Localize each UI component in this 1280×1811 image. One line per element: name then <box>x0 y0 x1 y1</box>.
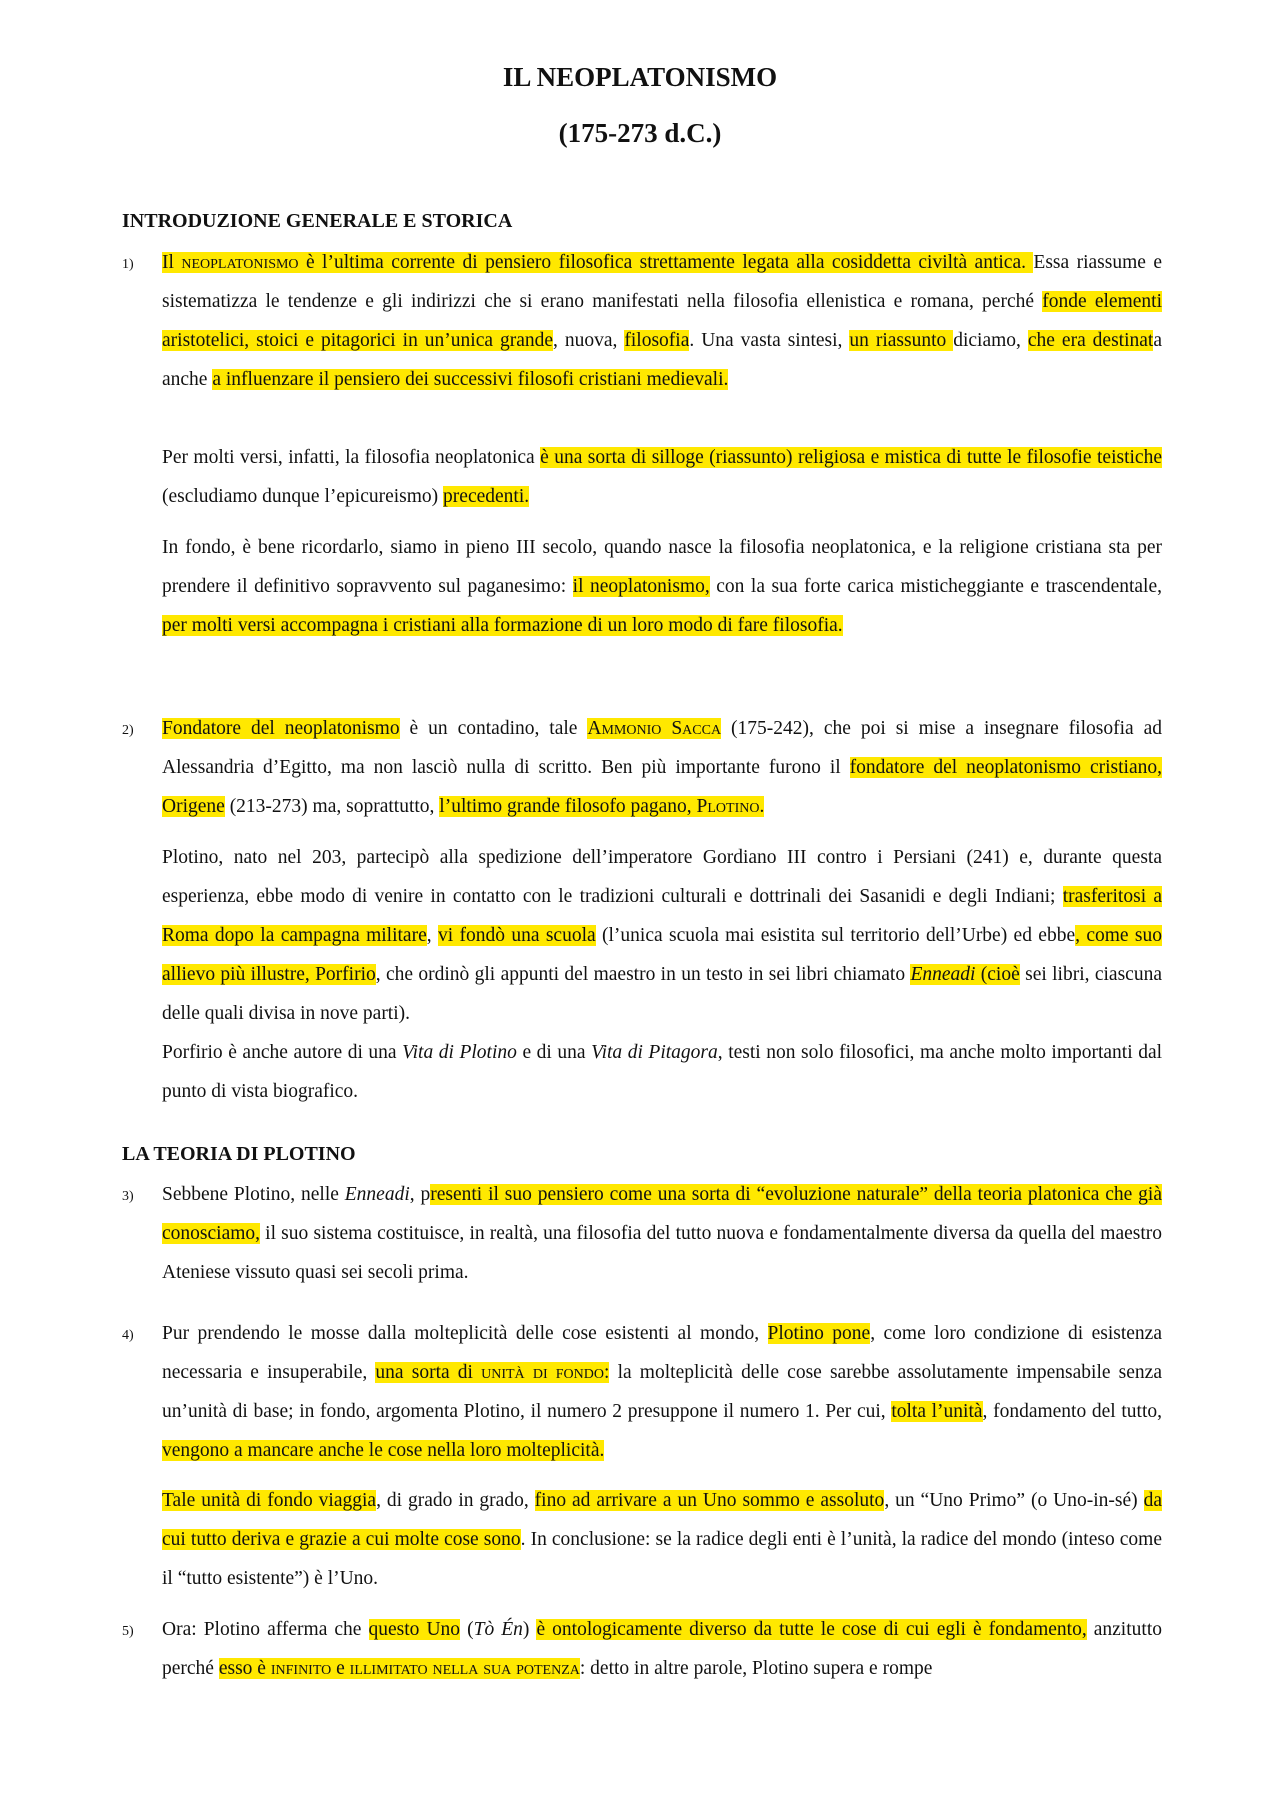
section-heading-intro: INTRODUZIONE GENERALE E STORICA <box>122 210 513 232</box>
item-number-3: 3) <box>122 1189 134 1204</box>
text-run: e di una <box>516 1042 592 1063</box>
text-run: Porfirio è anche autore di una <box>162 1042 403 1063</box>
paragraph-1a <box>162 243 1162 399</box>
text-run: , che ordinò gli appunti del maestro in un testo in sei libri chiamato <box>375 964 911 985</box>
text-run: è una sorta di silloge (riassunto) religiosa e mistica di tutte le filosofie teistiche <box>540 447 1162 468</box>
text-run: Essa riassume e sistematizza le tendenze e gli indirizzi che si erano manifestati nella filosofia ellenistica e romana, perché <box>162 252 1162 312</box>
document-subtitle-dates: (175-273 d.C.) <box>558 118 722 148</box>
text-run: , p <box>409 1184 431 1205</box>
text-run: : <box>604 1362 610 1383</box>
text-run: l’ultimo grande filosofo pagano, <box>439 796 697 817</box>
text-run: anzitutto perché <box>162 1619 1162 1679</box>
text-run: Pur prendendo le mosse dalla molteplicità delle cose esistenti al mondo, <box>162 1323 768 1344</box>
paragraph-4a <box>162 1314 1162 1470</box>
paragraph-2b <box>162 838 1162 1033</box>
text-run: e <box>331 1658 350 1679</box>
text-run: In fondo, è bene ricordarlo, siamo in pieno III secolo, quando nasce la filosofia neoplatonica, e la religione cristiana sta per prendere il definitivo sopravvento sul paganesimo: <box>162 537 1162 597</box>
text-run: Plotino <box>696 796 760 817</box>
text-run: è un contadino, tale <box>399 718 588 739</box>
text-run: a anche <box>162 330 1162 390</box>
text-run: (cioè <box>975 964 1020 985</box>
text-run: Per molti versi, infatti, la filosofia neoplatonica <box>162 447 541 468</box>
text-run: è l’ultima corrente di pensiero filosofica strettamente legata alla cosiddetta civiltà antica. <box>298 252 1034 273</box>
paragraph-5 <box>162 1610 1162 1688</box>
text-run: Plotino pone <box>767 1323 871 1344</box>
paragraph-2a <box>162 709 1162 826</box>
text-run: trasferitosi a Roma dopo la campagna militare <box>162 886 1162 946</box>
text-run: infinito <box>270 1658 332 1679</box>
text-run: Ammonio Sacca <box>587 718 722 739</box>
text-run: una sorta di <box>375 1362 482 1383</box>
text-run: Plotino, nato nel 203, partecipò alla spedizione dell’imperatore Gordiano III contro i Persiani (241) e, durante questa esperienza, ebbe modo di venire in contatto con le tradizioni culturali e dottrinali dei Sasanidi e degli Indiani; <box>162 847 1162 907</box>
text-run: Tale unità di fondo viaggia <box>162 1490 377 1511</box>
text-run: il neoplatonismo, <box>572 576 710 597</box>
text-run: , <box>426 925 438 946</box>
text-run: fondatore del neoplatonismo cristiano, Origene <box>162 757 1162 817</box>
text-run: Il <box>162 252 182 273</box>
section-heading-plotino: LA TEORIA DI PLOTINO <box>122 1143 356 1165</box>
text-run: : detto in altre parole, Plotino supera e rompe <box>579 1658 933 1679</box>
text-run: unità di fondo <box>481 1362 604 1383</box>
text-run: , un “Uno Primo” (o Uno-in-sé) <box>884 1490 1144 1511</box>
text-run: è ontologicamente diverso da tutte le cose di cui egli è fondamento, <box>536 1619 1087 1640</box>
item-number-5: 5) <box>122 1624 134 1639</box>
document-title: IL NEOPLATONISMO <box>502 62 778 92</box>
text-run: con la sua forte carica misticheggiante e trascendentale, <box>709 576 1163 597</box>
paragraph-4b <box>162 1481 1162 1598</box>
text-run: , come suo allievo più illustre, Porfirio <box>162 925 1163 985</box>
text-run: sei libri, ciascuna delle quali divisa in nove parti). <box>162 964 1162 1024</box>
text-run: Vita di Plotino <box>402 1042 517 1063</box>
text-run: ( <box>460 1619 474 1640</box>
text-run: questo Uno <box>368 1619 461 1640</box>
item-number-4: 4) <box>122 1328 134 1343</box>
text-run: , di grado in grado, <box>376 1490 535 1511</box>
text-run: (l’unica scuola mai esistita sul territorio dell’Urbe) ed ebbe <box>595 925 1076 946</box>
text-run: diciamo, <box>953 330 1028 351</box>
text-run: neoplatonismo <box>181 252 299 273</box>
text-run: Tò Én <box>473 1619 523 1640</box>
text-run: precedenti. <box>443 486 530 507</box>
text-run: . In conclusione: se la radice degli enti è l’unità, la radice del mondo (inteso come il “tutto esistente”) è l’Uno. <box>162 1529 1163 1589</box>
text-run: tolta l’unità <box>891 1401 983 1422</box>
text-run: Ora: Plotino afferma che <box>162 1619 369 1640</box>
text-run: . Una vasta sintesi, <box>689 330 850 351</box>
paragraph-2c <box>162 1033 1162 1111</box>
text-run: (escludiamo dunque l’epicureismo) <box>162 486 444 507</box>
text-run: vi fondò una scuola <box>437 925 596 946</box>
text-run: che era destinat <box>1027 330 1154 351</box>
paragraph-1b <box>162 438 1162 516</box>
text-run: fonde elementi aristotelici, stoici e pitagorici in un’unica grande <box>162 291 1162 351</box>
text-run: (175-242), che poi si mise a insegnare filosofia ad Alessandria d’Egitto, ma non lasciò nulla di scritto. Ben più importante furono il <box>162 718 1163 778</box>
text-run: , come loro condizione di esistenza necessaria e insuperabile, <box>162 1323 1162 1383</box>
text-run: filosofia <box>624 330 690 351</box>
text-run: Sebbene Plotino, nelle <box>162 1184 345 1205</box>
text-run: il suo sistema costituisce, in realtà, una filosofia del tutto nuova e fondamentalmente diversa da quella del maestro Ateniese vissuto quasi sei secoli prima. <box>162 1223 1162 1283</box>
text-run: , fondamento del tutto, <box>982 1401 1163 1422</box>
text-run: Enneadi <box>344 1184 410 1205</box>
item-number-1: 1) <box>122 257 134 272</box>
text-run: fino ad arrivare a un Uno sommo e assoluto <box>534 1490 885 1511</box>
text-run: vengono a mancare anche le cose nella loro molteplicità. <box>162 1440 605 1461</box>
text-run: (213-273) ma, soprattutto, <box>224 796 440 817</box>
paragraph-3 <box>162 1175 1162 1292</box>
text-run: Fondatore del neoplatonismo <box>162 718 400 739</box>
text-run: la molteplicità delle cose sarebbe assolutamente impensabile senza un’unità di base; in fondo, argomenta Plotino, il numero 2 presuppone il numero 1. Per cui, <box>162 1362 1162 1422</box>
text-run: , nuova, <box>553 330 625 351</box>
text-run: Vita di Pitagora <box>591 1042 718 1063</box>
text-run: esso è <box>218 1658 271 1679</box>
text-run: un riassunto <box>849 330 954 351</box>
text-run: , testi non solo filosofici, ma anche molto importanti dal punto di vista biografico. <box>162 1042 1163 1102</box>
text-run: ) <box>522 1619 537 1640</box>
text-run: per molti versi accompagna i cristiani alla formazione di un loro modo di fare filosofia. <box>162 615 843 636</box>
text-run: da cui tutto deriva e grazie a cui molte cose sono <box>162 1490 1162 1550</box>
text-run: resenti il suo pensiero come una sorta di “evoluzione naturale” della teoria platonica che già conosciamo, <box>162 1184 1163 1244</box>
text-run: illimitato nella sua potenza <box>349 1658 580 1679</box>
text-run: a influenzare il pensiero dei successivi filosofi cristiani medievali. <box>212 369 729 390</box>
item-number-2: 2) <box>122 723 134 738</box>
text-run: Enneadi <box>910 964 976 985</box>
text-run: . <box>759 796 765 817</box>
paragraph-1c <box>162 528 1162 645</box>
